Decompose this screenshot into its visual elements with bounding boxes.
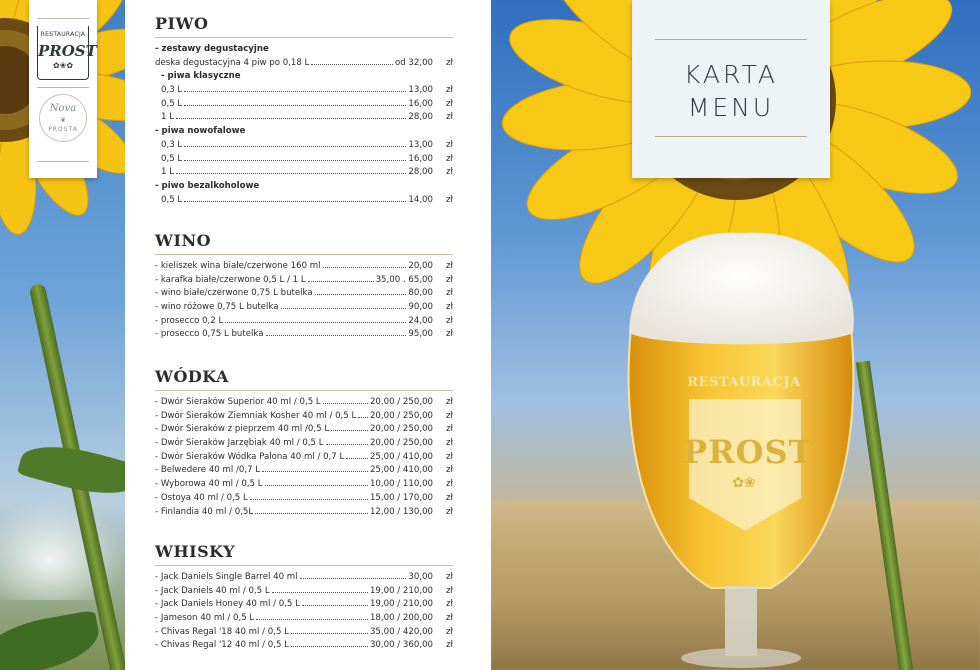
- leader-dots: [184, 91, 406, 92]
- title-rule: [155, 565, 453, 566]
- item-name: - Chivas Regal '18 40 ml / 0,5 L: [155, 626, 289, 637]
- section-piwo: [155, 14, 453, 208]
- group-label: - piwo bezalkoholowe: [155, 180, 260, 191]
- group-label: - piwa klasyczne: [161, 71, 241, 82]
- item-name: - prosecco 0,75 L butelka: [155, 329, 264, 340]
- menu-row: [155, 411, 453, 425]
- item-name: - Chivas Regal '12 40 ml / 0,5 L: [155, 640, 289, 651]
- menu-row: [155, 599, 453, 613]
- leader-dots: [331, 430, 368, 431]
- currency: zł: [446, 479, 453, 490]
- currency: zł: [446, 329, 453, 340]
- item-price: 25,00 / 410,00: [369, 465, 433, 476]
- item-name: - Ostoya 40 ml / 0,5 L: [155, 492, 248, 503]
- item-name: 0,3 L: [161, 85, 183, 96]
- currency: zł: [446, 112, 453, 123]
- currency: zł: [446, 506, 453, 517]
- menu-row: [155, 613, 453, 627]
- logo-prosta-text: PROSTA: [48, 126, 78, 133]
- item-name: - Jack Daniels Single Barrel 40 ml: [155, 572, 298, 582]
- leader-dots: [250, 499, 368, 500]
- item-price: 20,00 / 250,00: [369, 424, 433, 435]
- item-price: od 32,00: [394, 57, 433, 68]
- group-label: - zestawy degustacyjne: [155, 44, 269, 54]
- title-menu: MENU: [687, 93, 775, 122]
- item-name: - kieliszek wina białe/czerwone 160 ml: [155, 261, 321, 271]
- leader-dots: [300, 578, 407, 579]
- leader-dots: [272, 592, 368, 593]
- section-wino: [155, 231, 453, 343]
- leader-dots: [302, 605, 368, 606]
- item-price: 25,00 / 410,00: [369, 451, 433, 462]
- currency: zł: [446, 613, 453, 624]
- section-wodka: [155, 367, 453, 520]
- leader-dots: [266, 335, 407, 336]
- item-name: - Dwór Sieraków z pieprzem 40 ml /0,5 L: [155, 424, 330, 435]
- leader-dots: [315, 294, 407, 295]
- currency: zł: [446, 288, 453, 299]
- currency: zł: [446, 315, 453, 326]
- item-name: - prosecco 0,2 L: [155, 315, 224, 326]
- glass-restauracja-text: RESTAURACJA: [687, 375, 801, 390]
- menu-row: [155, 85, 453, 99]
- menu-page: [125, 0, 491, 670]
- menu-row: [155, 465, 453, 479]
- item-price: 20,00 / 250,00: [369, 438, 433, 449]
- leader-dots: [225, 322, 406, 323]
- leader-dots: [184, 146, 406, 147]
- logo-nova-text: Nova: [49, 103, 77, 114]
- item-price: 20,00 / 250,00: [369, 410, 433, 421]
- menu-row: [155, 572, 453, 586]
- menu-row: [155, 167, 453, 181]
- item-price: 20,00 / 250,00: [369, 397, 433, 407]
- currency: zł: [446, 572, 453, 582]
- item-name: 0,5 L: [161, 194, 183, 205]
- section-title: WÓDKA: [155, 367, 229, 386]
- item-price: 30,00 / 360,00: [369, 640, 433, 651]
- currency: zł: [446, 465, 453, 476]
- currency: zł: [446, 492, 453, 503]
- prost-logo: [37, 26, 97, 80]
- menu-row: [155, 493, 453, 507]
- section-whisky: [155, 542, 453, 654]
- item-name: - Dwór Sieraków Jarzębiak 40 ml / 0,5 L: [155, 438, 324, 449]
- leader-dots: [346, 458, 368, 459]
- item-price: 28,00: [408, 167, 433, 178]
- currency: zł: [446, 274, 453, 285]
- menu-row: [155, 275, 453, 289]
- leader-dots: [265, 485, 368, 486]
- item-price: 13,00: [408, 85, 433, 96]
- item-price: 35,00 / 420,00: [369, 626, 433, 637]
- divider: [37, 87, 89, 88]
- menu-row: [155, 112, 453, 126]
- divider: [655, 39, 807, 40]
- leader-dots: [291, 646, 368, 647]
- currency: zł: [446, 167, 453, 178]
- currency: zł: [446, 153, 453, 164]
- item-name: - Dwór Sieraków Ziemniak Kosher 40 ml / 0,5 L: [155, 410, 357, 421]
- currency: zł: [446, 626, 453, 637]
- item-price: 15,00 / 170,00: [369, 492, 433, 503]
- menu-row: [155, 507, 453, 521]
- item-price: 18,00 / 200,00: [369, 613, 433, 624]
- item-name: - Wyborowa 40 ml / 0,5 L: [155, 479, 263, 490]
- logo-restauracja-text: RESTAURACJA: [40, 31, 86, 38]
- currency: zł: [446, 397, 453, 407]
- title-rule: [155, 37, 453, 38]
- menu-row: [155, 140, 453, 154]
- currency: zł: [446, 98, 453, 109]
- leader-dots: [281, 308, 407, 309]
- item-name: - Jameson 40 ml / 0,5 L: [155, 613, 255, 624]
- currency: zł: [446, 410, 453, 421]
- logo-prost-text: PROST: [38, 42, 97, 60]
- currency: zł: [446, 599, 453, 610]
- item-price: 24,00: [408, 315, 433, 326]
- item-name: - Belwedere 40 ml /0,7 L: [155, 465, 261, 476]
- divider: [37, 161, 89, 162]
- leader-dots: [184, 160, 406, 161]
- item-price: 80,00: [408, 288, 433, 299]
- title-rule: [155, 254, 453, 255]
- leader-dots: [184, 201, 406, 202]
- title-card: [632, 0, 830, 178]
- menu-row: [155, 640, 453, 654]
- item-name: - Jack Daniels 40 ml / 0,5 L: [155, 585, 270, 596]
- item-name: - Dwór Sieraków Wódka Palona 40 ml / 0,7 L: [155, 451, 345, 462]
- item-name: 0,5 L: [161, 153, 183, 164]
- nova-prosta-logo: [39, 94, 87, 142]
- item-name: - Finlandia 40 ml / 0,5L: [155, 506, 254, 517]
- divider: [655, 136, 807, 137]
- leader-dots: [255, 513, 368, 514]
- item-price: 90,00: [408, 302, 433, 313]
- currency: zł: [446, 85, 453, 96]
- item-name: - wino różowe 0,75 L butelka: [155, 302, 279, 313]
- title-rule: [155, 390, 453, 391]
- leader-dots: [323, 403, 368, 404]
- menu-row: [155, 479, 453, 493]
- item-price: 14,00: [408, 194, 433, 205]
- item-price: 13,00: [408, 139, 433, 150]
- section-title: PIWO: [155, 14, 209, 33]
- item-name: deska degustacyjna 4 piw po 0,18 L: [155, 57, 310, 68]
- currency: zł: [446, 139, 453, 150]
- leader-dots: [323, 267, 407, 268]
- leader-dots: [256, 619, 368, 620]
- menu-row: [155, 424, 453, 438]
- item-name: - Dwór Sieraków Superior 40 ml / 0,5 L: [155, 397, 321, 407]
- glass-logo: [683, 375, 814, 535]
- currency: zł: [446, 302, 453, 313]
- leader-dots: [326, 444, 368, 445]
- item-name: - karafka białe/czerwone 0,5 L / 1 L: [155, 274, 306, 285]
- menu-row: [155, 288, 453, 302]
- item-price: 20,00: [408, 261, 433, 271]
- currency: zł: [446, 261, 453, 271]
- menu-row: [155, 329, 453, 343]
- item-price: 19,00 / 210,00: [369, 599, 433, 610]
- item-name: 1 L: [161, 167, 174, 178]
- logo-card: [29, 0, 97, 178]
- currency: zł: [446, 585, 453, 596]
- hops-icon: ✿❀✿: [52, 61, 74, 70]
- section-title: WINO: [155, 231, 212, 250]
- menu-row: [155, 302, 453, 316]
- leaf-icon: ❦: [60, 116, 66, 124]
- item-price: 10,00 / 110,00: [369, 479, 433, 490]
- hops-icon: ✿❀: [732, 475, 756, 491]
- leader-dots: [184, 105, 406, 106]
- divider: [37, 18, 89, 19]
- menu-row: [155, 154, 453, 168]
- currency: zł: [446, 438, 453, 449]
- currency: zł: [446, 57, 453, 68]
- leader-dots: [291, 633, 368, 634]
- menu-row: [155, 316, 453, 330]
- item-price: 28,00: [408, 112, 433, 123]
- item-name: 0,3 L: [161, 139, 183, 150]
- item-price: 30,00: [408, 572, 433, 582]
- currency: zł: [446, 424, 453, 435]
- leader-dots: [358, 417, 368, 418]
- menu-row: [155, 195, 453, 209]
- item-price: 16,00: [408, 153, 433, 164]
- leader-dots: [176, 118, 406, 119]
- item-price: 35,00 . 65,00: [375, 274, 433, 285]
- item-price: 19,00 / 210,00: [369, 585, 433, 596]
- item-price: 95,00: [408, 329, 433, 340]
- section-title: WHISKY: [155, 542, 236, 561]
- currency: zł: [446, 194, 453, 205]
- group-label: - piwa nowofalowe: [155, 126, 246, 137]
- leader-dots: [308, 281, 374, 282]
- leader-dots: [311, 64, 393, 65]
- menu-row: [155, 627, 453, 641]
- item-price: 16,00: [408, 98, 433, 109]
- menu-row: [155, 452, 453, 466]
- item-name: - Jack Daniels Honey 40 ml / 0,5 L: [155, 599, 300, 610]
- menu-row: [155, 586, 453, 600]
- glass-prost-text: PROST: [683, 433, 814, 471]
- menu-row: [155, 99, 453, 113]
- item-name: - wino białe/czerwone 0,75 L butelka: [155, 288, 313, 299]
- menu-row: [155, 261, 453, 275]
- leaf: [0, 610, 103, 670]
- menu-row: [155, 438, 453, 452]
- item-name: 0,5 L: [161, 98, 183, 109]
- leader-dots: [262, 471, 368, 472]
- item-name: 1 L: [161, 112, 174, 123]
- item-price: 12,00 / 130,00: [369, 506, 433, 517]
- menu-row: [155, 397, 453, 411]
- currency: zł: [446, 451, 453, 462]
- title-karta: KARTA: [683, 60, 779, 89]
- leader-dots: [176, 173, 406, 174]
- currency: zł: [446, 640, 453, 651]
- menu-row: [155, 58, 453, 72]
